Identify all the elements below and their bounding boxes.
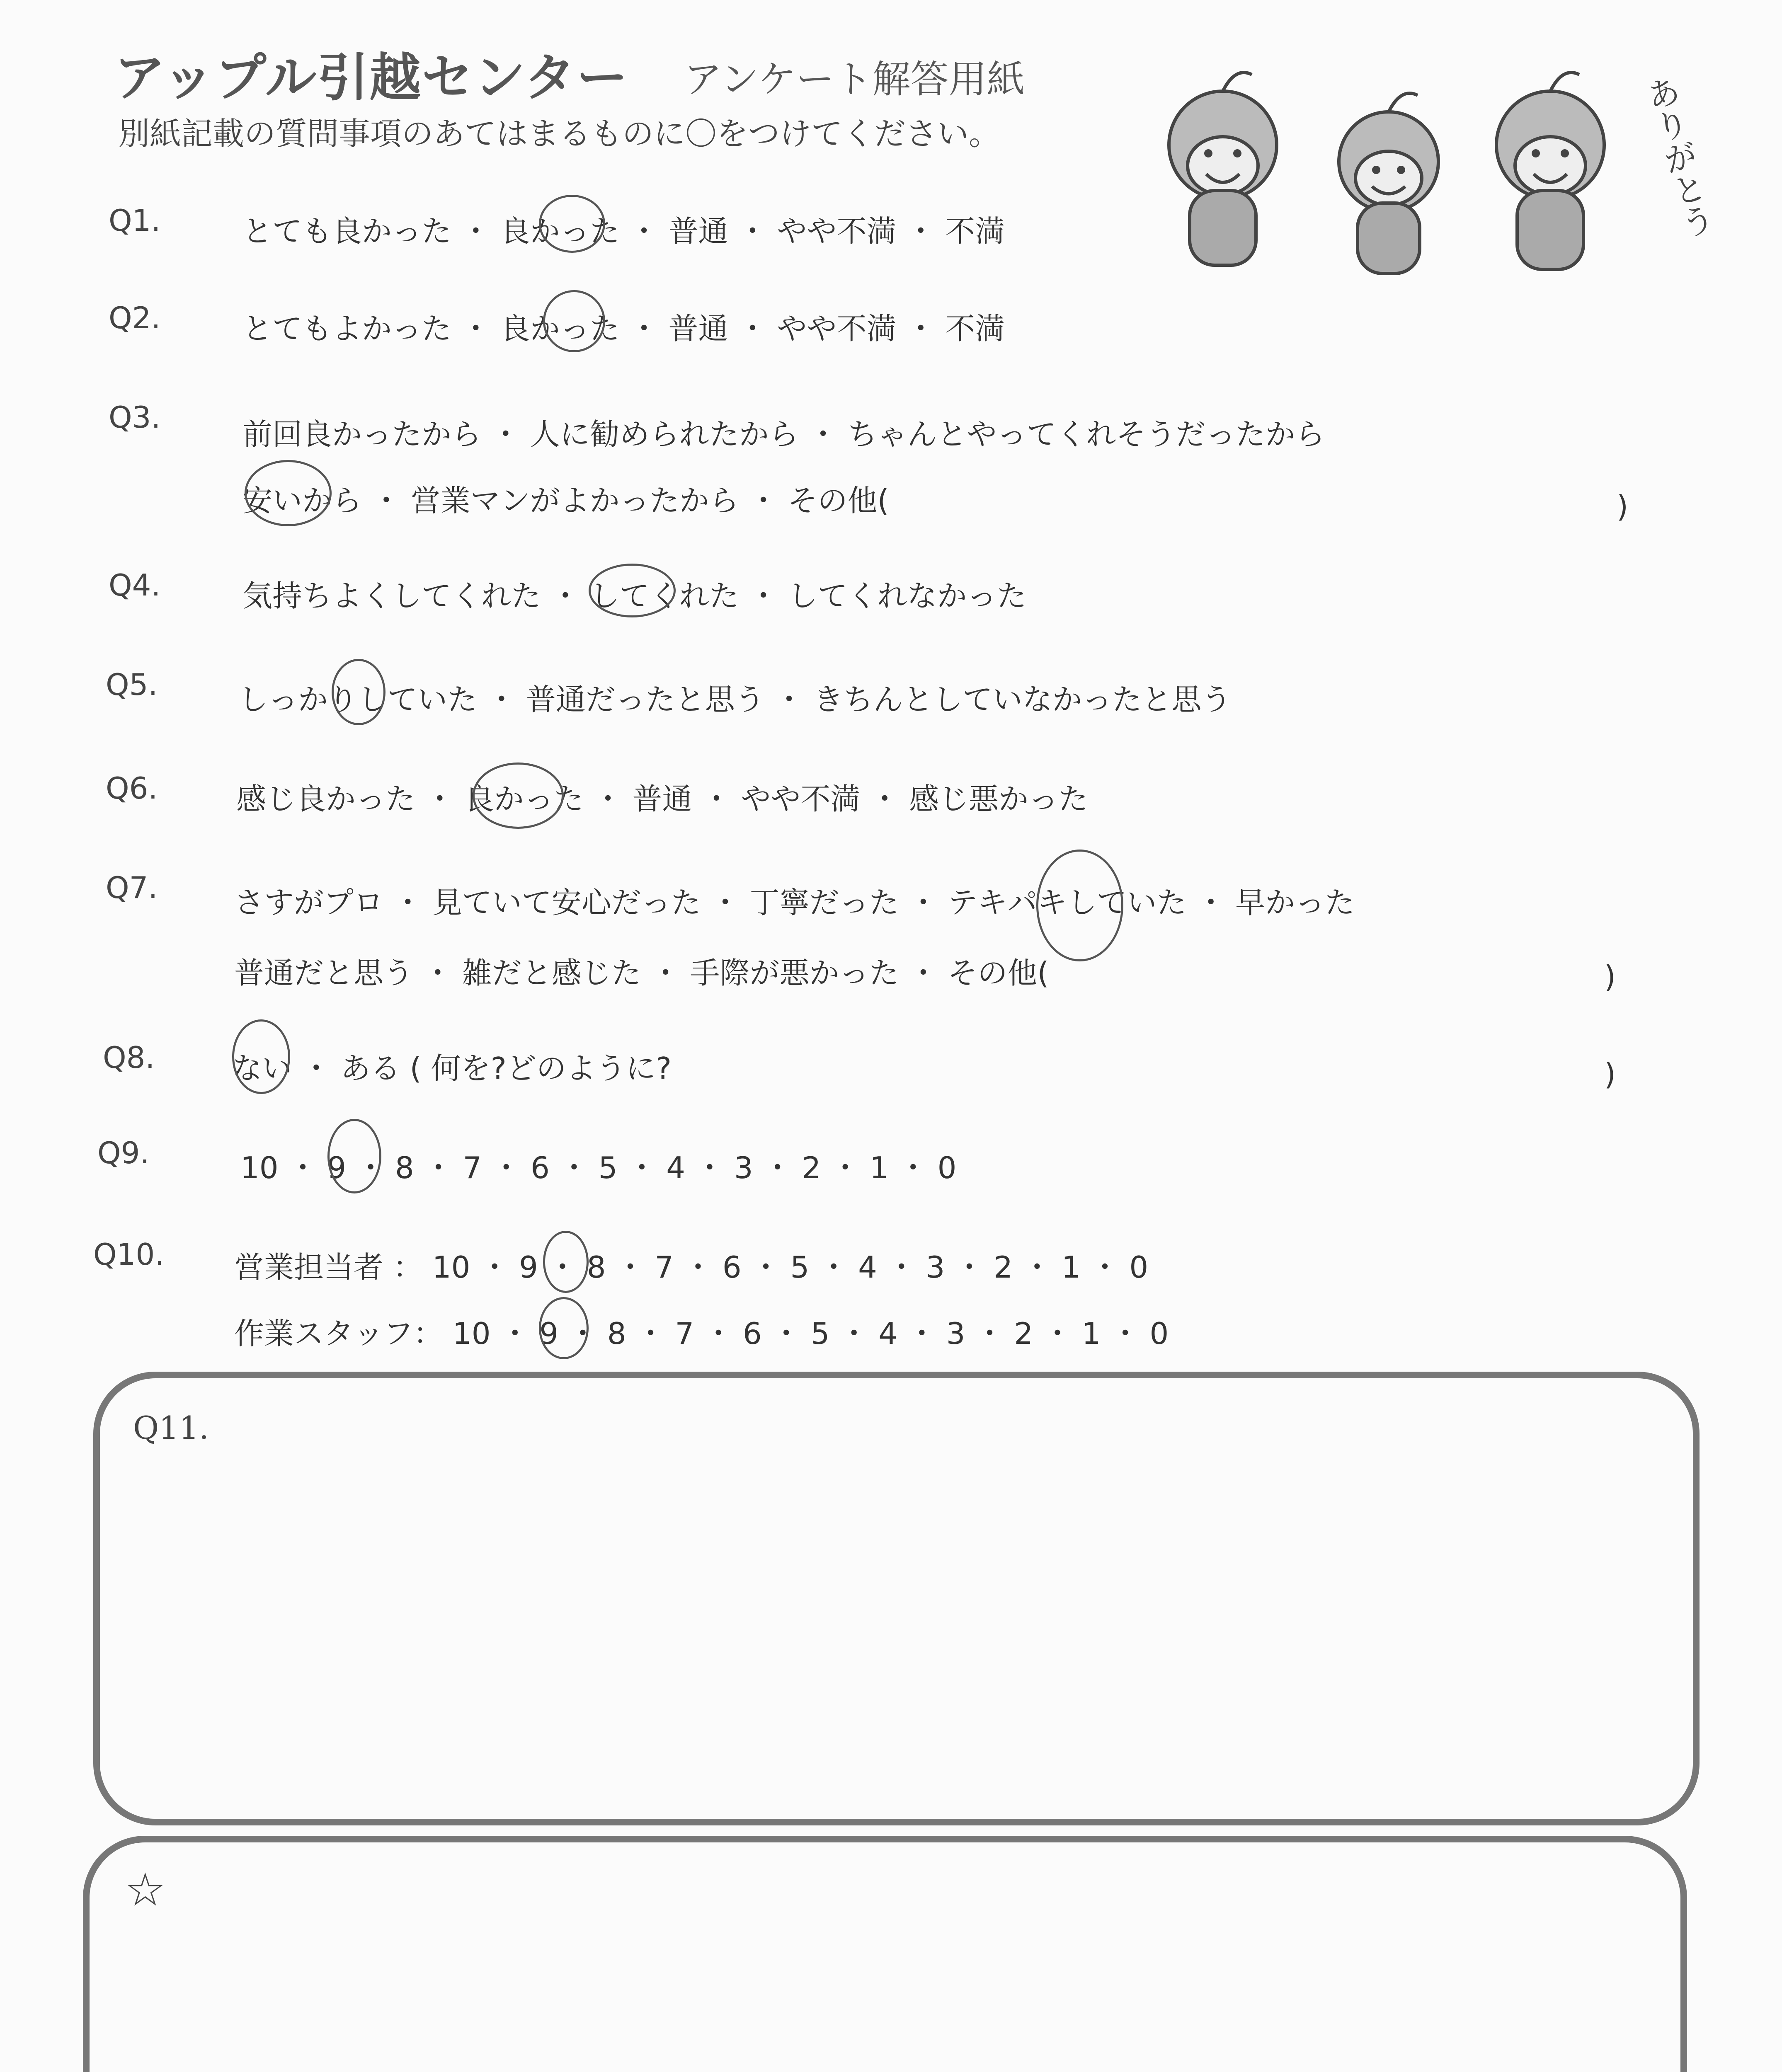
q3-options-line1[interactable]: 前回良かったから ・ 人に勧められたから ・ ちゃんとやってくれそうだったから xyxy=(242,417,1325,452)
star-box-label: ☆ xyxy=(125,1863,166,1916)
q7-label: Q7. xyxy=(106,870,158,905)
q11-box-label: Q11. xyxy=(133,1409,209,1446)
q8-options[interactable]: ない ・ ある ( 何を?どのように? xyxy=(232,1051,672,1086)
q9-scale[interactable]: 10 ・ 9 ・ 8 ・ 7 ・ 6 ・ 5 ・ 4 ・ 3 ・ 2 ・ 1 ・ 0 xyxy=(240,1150,957,1185)
q10-staff-selection-circle xyxy=(539,1297,589,1359)
q10-sales-selection-circle xyxy=(543,1231,589,1293)
q6-selection-circle xyxy=(473,762,564,829)
q6-options[interactable]: 感じ良かった ・ 良かった ・ 普通 ・ やや不満 ・ 感じ悪かった xyxy=(236,782,1089,816)
q11-comment-box[interactable] xyxy=(93,1372,1700,1825)
q10-label: Q10. xyxy=(93,1237,165,1272)
q1-selection-circle xyxy=(539,195,605,253)
instruction-text: 別紙記載の質問事項のあてはまるものに〇をつけてください。 xyxy=(118,115,1000,152)
form-subtitle: アンケート解答用紙 xyxy=(684,57,1025,102)
q9-label: Q9. xyxy=(97,1135,150,1170)
q3-options-line2[interactable]: 安いから ・ 営業マンがよかったから ・ その他( xyxy=(242,483,889,518)
q4-selection-circle xyxy=(589,564,676,617)
q1-options[interactable]: とても良かった ・ 良かった ・ 普通 ・ やや不満 ・ 不満 xyxy=(242,214,1005,249)
q6-label: Q6. xyxy=(106,771,158,806)
q7-options-line2[interactable]: 普通だと思う ・ 雑だと感じた ・ 手際が悪かった ・ その他( xyxy=(234,956,1049,990)
q5-options[interactable]: しっかりしていた ・ 普通だったと思う ・ きちんとしていなかったと思う xyxy=(238,682,1232,717)
q3-close-paren: ) xyxy=(1617,489,1629,524)
monkey-mascots-illustration xyxy=(1119,50,1708,282)
q1-label: Q1. xyxy=(109,203,161,238)
q2-label: Q2. xyxy=(109,300,161,335)
star-comment-box[interactable] xyxy=(83,1836,1687,2072)
q8-selection-circle xyxy=(232,1019,290,1094)
q7-selection-circle xyxy=(1036,850,1123,961)
q9-selection-circle xyxy=(327,1119,381,1193)
q8-label: Q8. xyxy=(103,1040,155,1075)
q10-sales-scale[interactable]: 営業担当者 ： 10 ・ 9 ・ 8 ・ 7 ・ 6 ・ 5 ・ 4 ・ 3 ・ 2 ・ 1 ・ 0 xyxy=(234,1250,1149,1285)
q7-options-line1[interactable]: さすがプロ ・ 見ていて安心だった ・ 丁寧だった ・ テキパキしていた ・ 早かった xyxy=(234,885,1355,920)
q10-staff-scale[interactable]: 作業スタッフ： 10 ・ 9 ・ 8 ・ 7 ・ 6 ・ 5 ・ 4 ・ 3 ・ 2 ・ 1 ・ 0 xyxy=(234,1316,1169,1351)
q8-close-paren: ) xyxy=(1604,1057,1616,1092)
q4-label: Q4. xyxy=(109,568,161,603)
q2-options[interactable]: とてもよかった ・ 良かった ・ 普通 ・ やや不満 ・ 不満 xyxy=(242,311,1005,346)
q3-selection-circle xyxy=(245,460,332,526)
q5-label: Q5. xyxy=(106,667,158,702)
form-title: アップル引越センター xyxy=(114,48,629,108)
thanks-text: ありがとう xyxy=(1637,72,1718,243)
q5-selection-circle xyxy=(332,659,385,725)
q7-close-paren: ) xyxy=(1604,959,1616,994)
q2-selection-circle xyxy=(543,290,605,352)
q3-label: Q3. xyxy=(109,400,161,435)
q4-options[interactable]: 気持ちよくしてくれた ・ してくれた ・ してくれなかった xyxy=(242,579,1027,613)
